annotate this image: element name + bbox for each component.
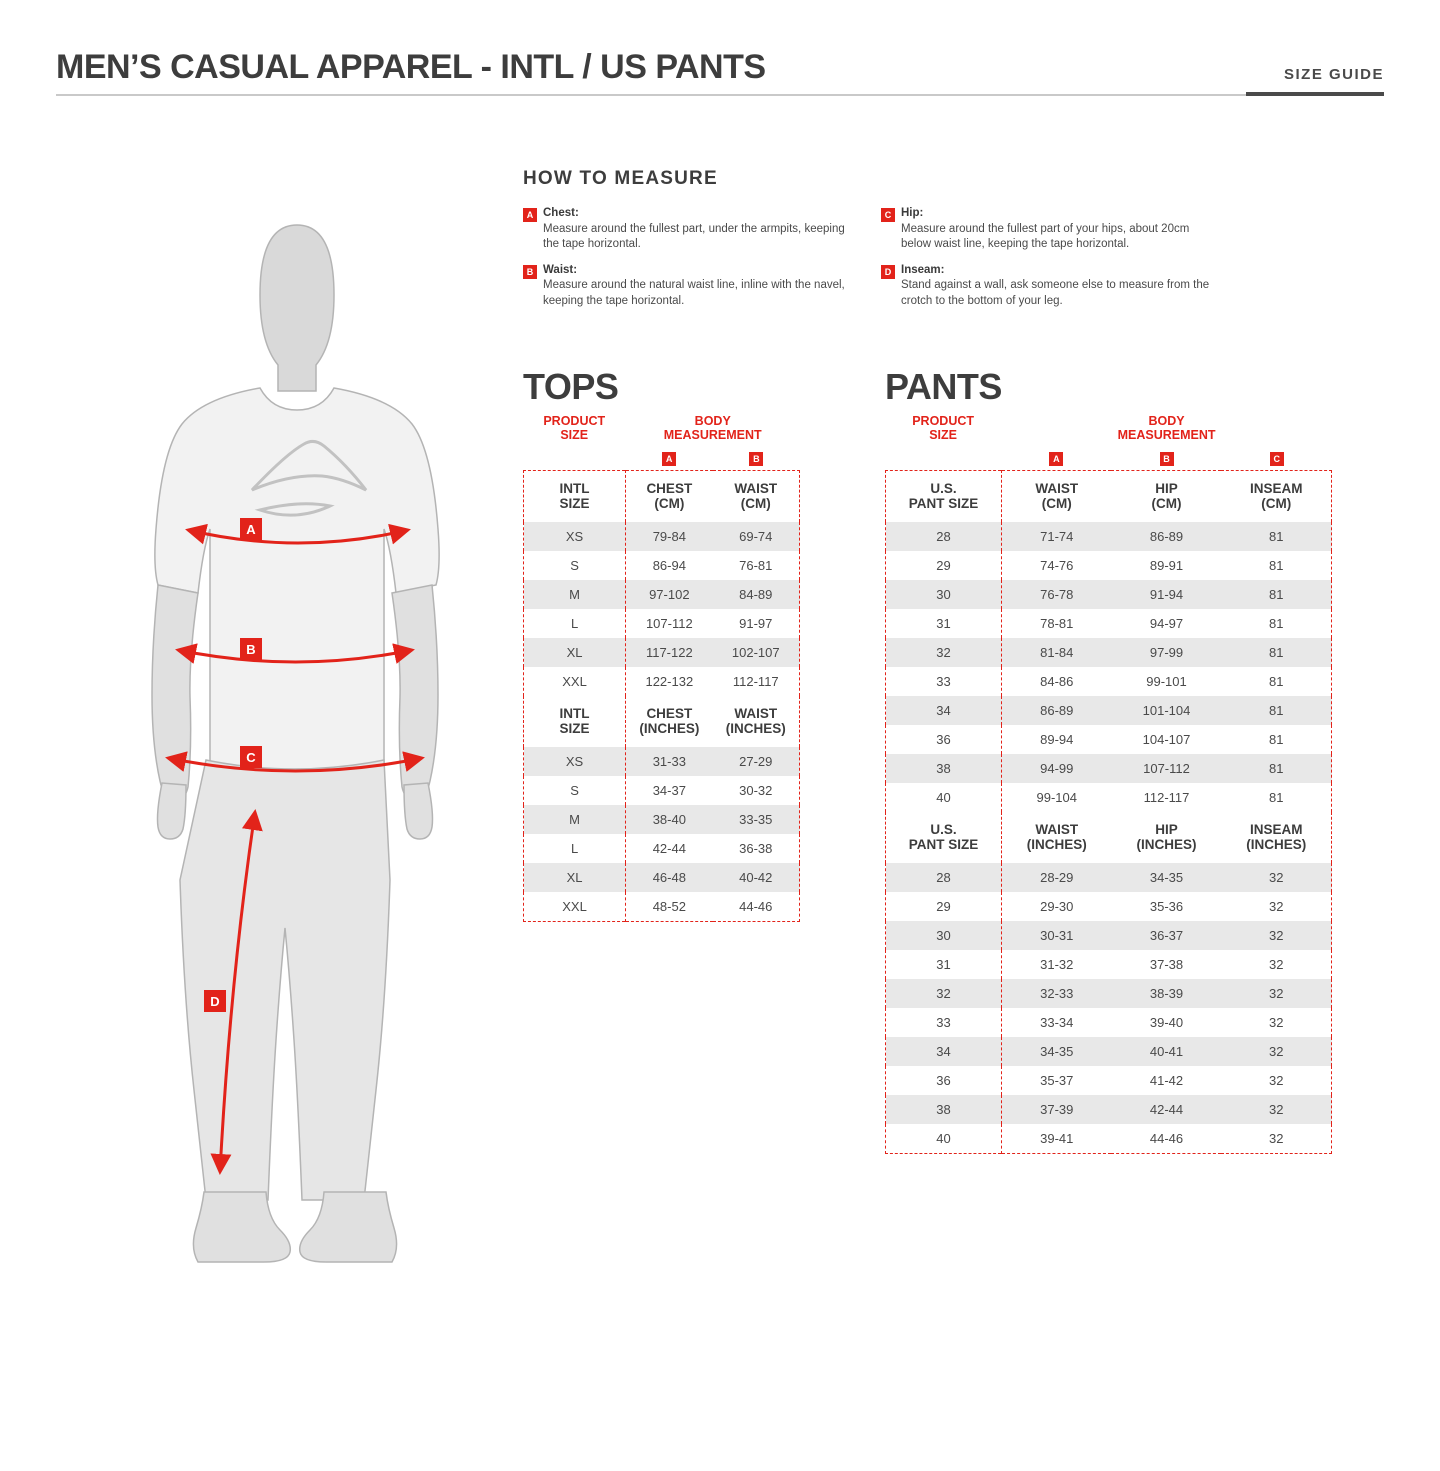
table-cell: 69-74	[713, 522, 800, 551]
table-cell: 89-91	[1149, 557, 1184, 573]
table-cell: 84-86	[1040, 673, 1074, 689]
table-cell: 29-30	[1040, 898, 1074, 914]
table-cell: 39-41	[1040, 1130, 1074, 1146]
tops-header-labels	[523, 414, 800, 449]
table-cell: 94-97	[1149, 615, 1184, 631]
male-model-illustration	[110, 200, 480, 1300]
table-row	[886, 1037, 1332, 1066]
table-cell: XXL	[524, 892, 626, 922]
table-row	[886, 1066, 1332, 1095]
column-header: WAIST (CM)	[1001, 470, 1111, 522]
table-cell: 42-44	[652, 840, 686, 856]
table-cell: 32	[886, 979, 1002, 1008]
header-divider-accent	[1246, 92, 1384, 96]
table-row	[886, 783, 1332, 812]
how-to-item-waist-text	[543, 263, 853, 310]
badge-a-icon: A	[523, 208, 537, 222]
table-cell: 32	[1269, 898, 1284, 914]
size-guide-label: SIZE GUIDE	[1283, 66, 1384, 83]
how-to-measure-section	[523, 168, 1243, 319]
column-header: INTL SIZE	[524, 470, 626, 522]
table-cell: 31	[886, 950, 1002, 979]
table-row	[524, 638, 800, 667]
table-cell: 40	[886, 783, 1002, 812]
table-cell: XXL	[524, 667, 626, 696]
measurement-figure	[110, 200, 480, 1300]
table-cell: 32	[1269, 1072, 1284, 1088]
tops-badge-a-icon: A	[662, 452, 676, 466]
how-to-item-inseam-label: Inseam:	[901, 263, 945, 276]
table-cell: 104-107	[1142, 731, 1191, 747]
page-header	[56, 22, 1384, 94]
table-row	[886, 522, 1332, 551]
table-cell: 44-46	[739, 898, 773, 914]
table-cell: 89-94	[1040, 731, 1074, 747]
column-header: WAIST (INCHES)	[1001, 812, 1111, 863]
how-to-measure-title: HOW TO MEASURE	[523, 168, 718, 189]
header-right	[1284, 66, 1384, 83]
column-header: U.S. PANT SIZE	[886, 812, 1002, 863]
table-cell: 34-35	[1111, 863, 1221, 892]
table-cell: 107-112	[645, 615, 693, 631]
tops-badge-b-icon: B	[749, 452, 763, 466]
badge-d-icon: D	[881, 265, 895, 279]
table-cell: 36-38	[739, 840, 773, 856]
table-cell: 122-132	[645, 673, 694, 689]
table-cell: 37-39	[1001, 1095, 1111, 1124]
pants-badge-b-icon: B	[1160, 452, 1174, 466]
how-to-item-inseam-text	[901, 263, 1211, 310]
table-row	[524, 667, 800, 696]
table-row	[886, 1095, 1332, 1124]
pants-table-block	[885, 366, 1332, 1154]
table-cell: 32-33	[1001, 979, 1111, 1008]
table-cell: 81	[1221, 638, 1331, 667]
how-to-item-chest	[523, 206, 853, 253]
how-to-item-hip-desc: Measure around the fullest part of your hips, about 20cm below waist line, keeping the tape horizontal.	[901, 222, 1190, 251]
table-row	[886, 580, 1332, 609]
table-cell: 38	[886, 754, 1002, 783]
table-cell: 28-29	[1001, 863, 1111, 892]
table-cell: 99-104	[1036, 789, 1077, 805]
svg-text:A: A	[246, 522, 256, 537]
table-cell: 81	[1221, 580, 1331, 609]
how-to-item-waist-label: Waist:	[543, 263, 578, 276]
table-cell: 28	[886, 522, 1002, 551]
table-cell: 30	[886, 921, 1002, 950]
column-header: U.S. PANT SIZE	[886, 470, 1002, 522]
pants-title: PANTS	[885, 366, 1002, 407]
table-cell: 41-42	[1149, 1072, 1184, 1088]
column-header: WAIST (INCHES)	[713, 696, 800, 747]
pants-product-size-label: PRODUCT SIZE	[912, 414, 975, 443]
table-row	[886, 754, 1332, 783]
pants-body-measurement-label: BODY MEASUREMENT	[1117, 414, 1216, 443]
table-row	[886, 609, 1332, 638]
table-row	[886, 696, 1332, 725]
table-cell: 35-37	[1040, 1072, 1074, 1088]
how-to-item-chest-desc: Measure around the fullest part, under the armpits, keeping the tape horizontal.	[543, 222, 845, 251]
table-cell: 40-42	[713, 863, 800, 892]
table-cell: 78-81	[1040, 615, 1074, 631]
table-cell: 32	[1221, 1037, 1331, 1066]
header-divider	[56, 94, 1384, 96]
table-cell: 31	[886, 609, 1002, 638]
column-header: INSEAM (INCHES)	[1221, 812, 1331, 863]
table-cell: 76-78	[1001, 580, 1111, 609]
table-row	[886, 950, 1332, 979]
table-cell: 94-99	[1001, 754, 1111, 783]
how-to-measure-column-left	[523, 206, 853, 319]
pants-header-labels	[885, 414, 1332, 449]
table-row	[886, 638, 1332, 667]
svg-text:B: B	[246, 642, 256, 657]
how-to-measure-column-right	[881, 206, 1211, 319]
table-row	[524, 892, 800, 922]
how-to-item-waist	[523, 263, 853, 310]
column-header: HIP (CM)	[1111, 470, 1221, 522]
how-to-item-inseam	[881, 263, 1211, 310]
column-header: CHEST (INCHES)	[626, 696, 713, 747]
pants-badge-row	[885, 449, 1332, 470]
table-cell: 44-46	[1149, 1130, 1184, 1146]
table-row	[886, 892, 1332, 921]
svg-text:C: C	[246, 750, 256, 765]
table-cell: 30-31	[1001, 921, 1111, 950]
table-cell: 33-35	[713, 805, 800, 834]
table-cell: 86-94	[652, 557, 686, 573]
table-cell: 38-39	[1111, 979, 1221, 1008]
table-cell: 81	[1221, 754, 1331, 783]
table-cell: 91-97	[739, 615, 773, 631]
badge-c-icon: C	[881, 208, 895, 222]
table-cell: 34	[886, 1037, 1002, 1066]
tops-badge-row	[523, 449, 800, 470]
table-cell: 36	[886, 725, 1002, 754]
table-row	[886, 863, 1332, 892]
how-to-item-hip	[881, 206, 1211, 253]
table-cell: 97-99	[1111, 638, 1221, 667]
table-cell: 86-89	[1111, 522, 1221, 551]
table-row	[524, 805, 800, 834]
table-cell: 36-37	[1111, 921, 1221, 950]
table-row	[524, 834, 800, 863]
table-cell: 81	[1269, 789, 1284, 805]
table-cell: L	[524, 834, 626, 863]
table-header-row	[886, 470, 1332, 522]
tops-body-measurement-label: BODY MEASUREMENT	[663, 414, 762, 443]
pants-badge-c-icon: C	[1270, 452, 1284, 466]
table-row	[886, 921, 1332, 950]
table-cell: 81-84	[1001, 638, 1111, 667]
table-cell: 81	[1269, 673, 1284, 689]
table-cell: 112-117	[732, 673, 779, 689]
table-cell: 32	[1269, 956, 1284, 972]
how-to-item-waist-desc: Measure around the natural waist line, inline with the navel, keeping the tape horizontal.	[543, 279, 845, 307]
table-cell: 32	[1221, 979, 1331, 1008]
tops-size-table	[523, 470, 800, 922]
table-cell: 27-29	[713, 747, 800, 776]
column-header: INTL SIZE	[524, 696, 626, 747]
table-row	[886, 979, 1332, 1008]
table-cell: 81	[1269, 557, 1284, 573]
table-cell: 34-37	[652, 782, 686, 798]
table-row	[886, 725, 1332, 754]
table-cell: 30-32	[739, 782, 773, 798]
table-cell: 29	[886, 892, 1002, 921]
table-row	[524, 863, 800, 892]
table-cell: 31-33	[626, 747, 713, 776]
table-cell: 112-117	[1143, 789, 1190, 805]
table-row	[524, 551, 800, 580]
table-cell: 34-35	[1001, 1037, 1111, 1066]
table-cell: 38-40	[626, 805, 713, 834]
table-cell: 35-36	[1149, 898, 1184, 914]
table-cell: 29	[886, 551, 1002, 580]
table-cell: 81	[1269, 731, 1284, 747]
table-cell: 32	[1221, 1095, 1331, 1124]
table-cell: S	[524, 776, 626, 805]
table-row	[886, 667, 1332, 696]
table-row	[886, 1008, 1332, 1037]
table-cell: 40-41	[1111, 1037, 1221, 1066]
table-cell: 32	[1221, 921, 1331, 950]
table-row	[524, 580, 800, 609]
svg-text:D: D	[210, 994, 220, 1009]
table-row	[524, 522, 800, 551]
table-cell: 39-40	[1149, 1014, 1184, 1030]
table-cell: 107-112	[1111, 754, 1221, 783]
table-cell: 81	[1221, 522, 1331, 551]
table-cell: 33	[886, 667, 1002, 696]
table-cell: XS	[524, 747, 626, 776]
table-cell: 81	[1269, 615, 1284, 631]
table-cell: 32	[1269, 1130, 1284, 1146]
table-cell: S	[524, 551, 626, 580]
table-cell: 33	[886, 1008, 1002, 1037]
table-row	[886, 551, 1332, 580]
how-to-item-hip-text	[901, 206, 1211, 253]
table-cell: 30	[886, 580, 1002, 609]
table-row	[886, 1124, 1332, 1154]
table-cell: 40	[886, 1124, 1002, 1154]
table-cell: 76-81	[739, 557, 773, 573]
table-cell: 36	[886, 1066, 1002, 1095]
table-cell: 48-52	[652, 898, 686, 914]
tops-product-size-label: PRODUCT SIZE	[543, 414, 606, 443]
table-row	[524, 776, 800, 805]
tops-title: TOPS	[523, 366, 619, 407]
how-to-item-hip-label: Hip:	[901, 207, 924, 219]
column-header: CHEST (CM)	[626, 470, 713, 522]
table-cell: 38	[886, 1095, 1002, 1124]
column-header: INSEAM (CM)	[1221, 470, 1331, 522]
table-cell: 79-84	[626, 522, 713, 551]
table-cell: 86-89	[1001, 696, 1111, 725]
table-header-row	[886, 812, 1332, 863]
pants-size-table	[885, 470, 1332, 1154]
table-cell: 71-74	[1001, 522, 1111, 551]
table-cell: 42-44	[1111, 1095, 1221, 1124]
table-cell: 32	[1221, 863, 1331, 892]
table-cell: 74-76	[1040, 557, 1074, 573]
table-cell: 32	[886, 638, 1002, 667]
table-cell: 46-48	[626, 863, 713, 892]
table-cell: 102-107	[713, 638, 800, 667]
table-cell: 91-94	[1111, 580, 1221, 609]
table-cell: 28	[886, 863, 1002, 892]
page-title: MEN’S CASUAL APPAREL - INTL / US PANTS	[56, 48, 766, 86]
table-cell: 32	[1269, 1014, 1284, 1030]
how-to-item-chest-text	[543, 206, 853, 253]
table-cell: 101-104	[1111, 696, 1221, 725]
table-cell: 31-32	[1040, 956, 1074, 972]
pants-badge-a-icon: A	[1049, 452, 1063, 466]
table-row	[524, 609, 800, 638]
table-header-row	[524, 470, 800, 522]
table-cell: XL	[524, 863, 626, 892]
table-cell: XL	[524, 638, 626, 667]
table-cell: M	[524, 805, 626, 834]
tops-table-block	[523, 366, 800, 922]
table-cell: 37-38	[1149, 956, 1184, 972]
table-cell: 34	[886, 696, 1002, 725]
table-cell: 117-122	[626, 638, 713, 667]
table-cell: XS	[524, 522, 626, 551]
table-row	[524, 747, 800, 776]
column-header: WAIST (CM)	[713, 470, 800, 522]
table-cell: 99-101	[1146, 673, 1187, 689]
how-to-item-chest-label: Chest:	[543, 207, 579, 219]
table-cell: 33-34	[1040, 1014, 1074, 1030]
table-cell: L	[524, 609, 626, 638]
table-cell: 81	[1221, 696, 1331, 725]
how-to-item-inseam-desc: Stand against a wall, ask someone else to measure from the crotch to the bottom of your leg.	[901, 279, 1210, 307]
table-cell: M	[524, 580, 626, 609]
table-cell: 97-102	[626, 580, 713, 609]
column-header: HIP (INCHES)	[1111, 812, 1221, 863]
table-header-row	[524, 696, 800, 747]
table-cell: 84-89	[713, 580, 800, 609]
badge-b-icon: B	[523, 265, 537, 279]
